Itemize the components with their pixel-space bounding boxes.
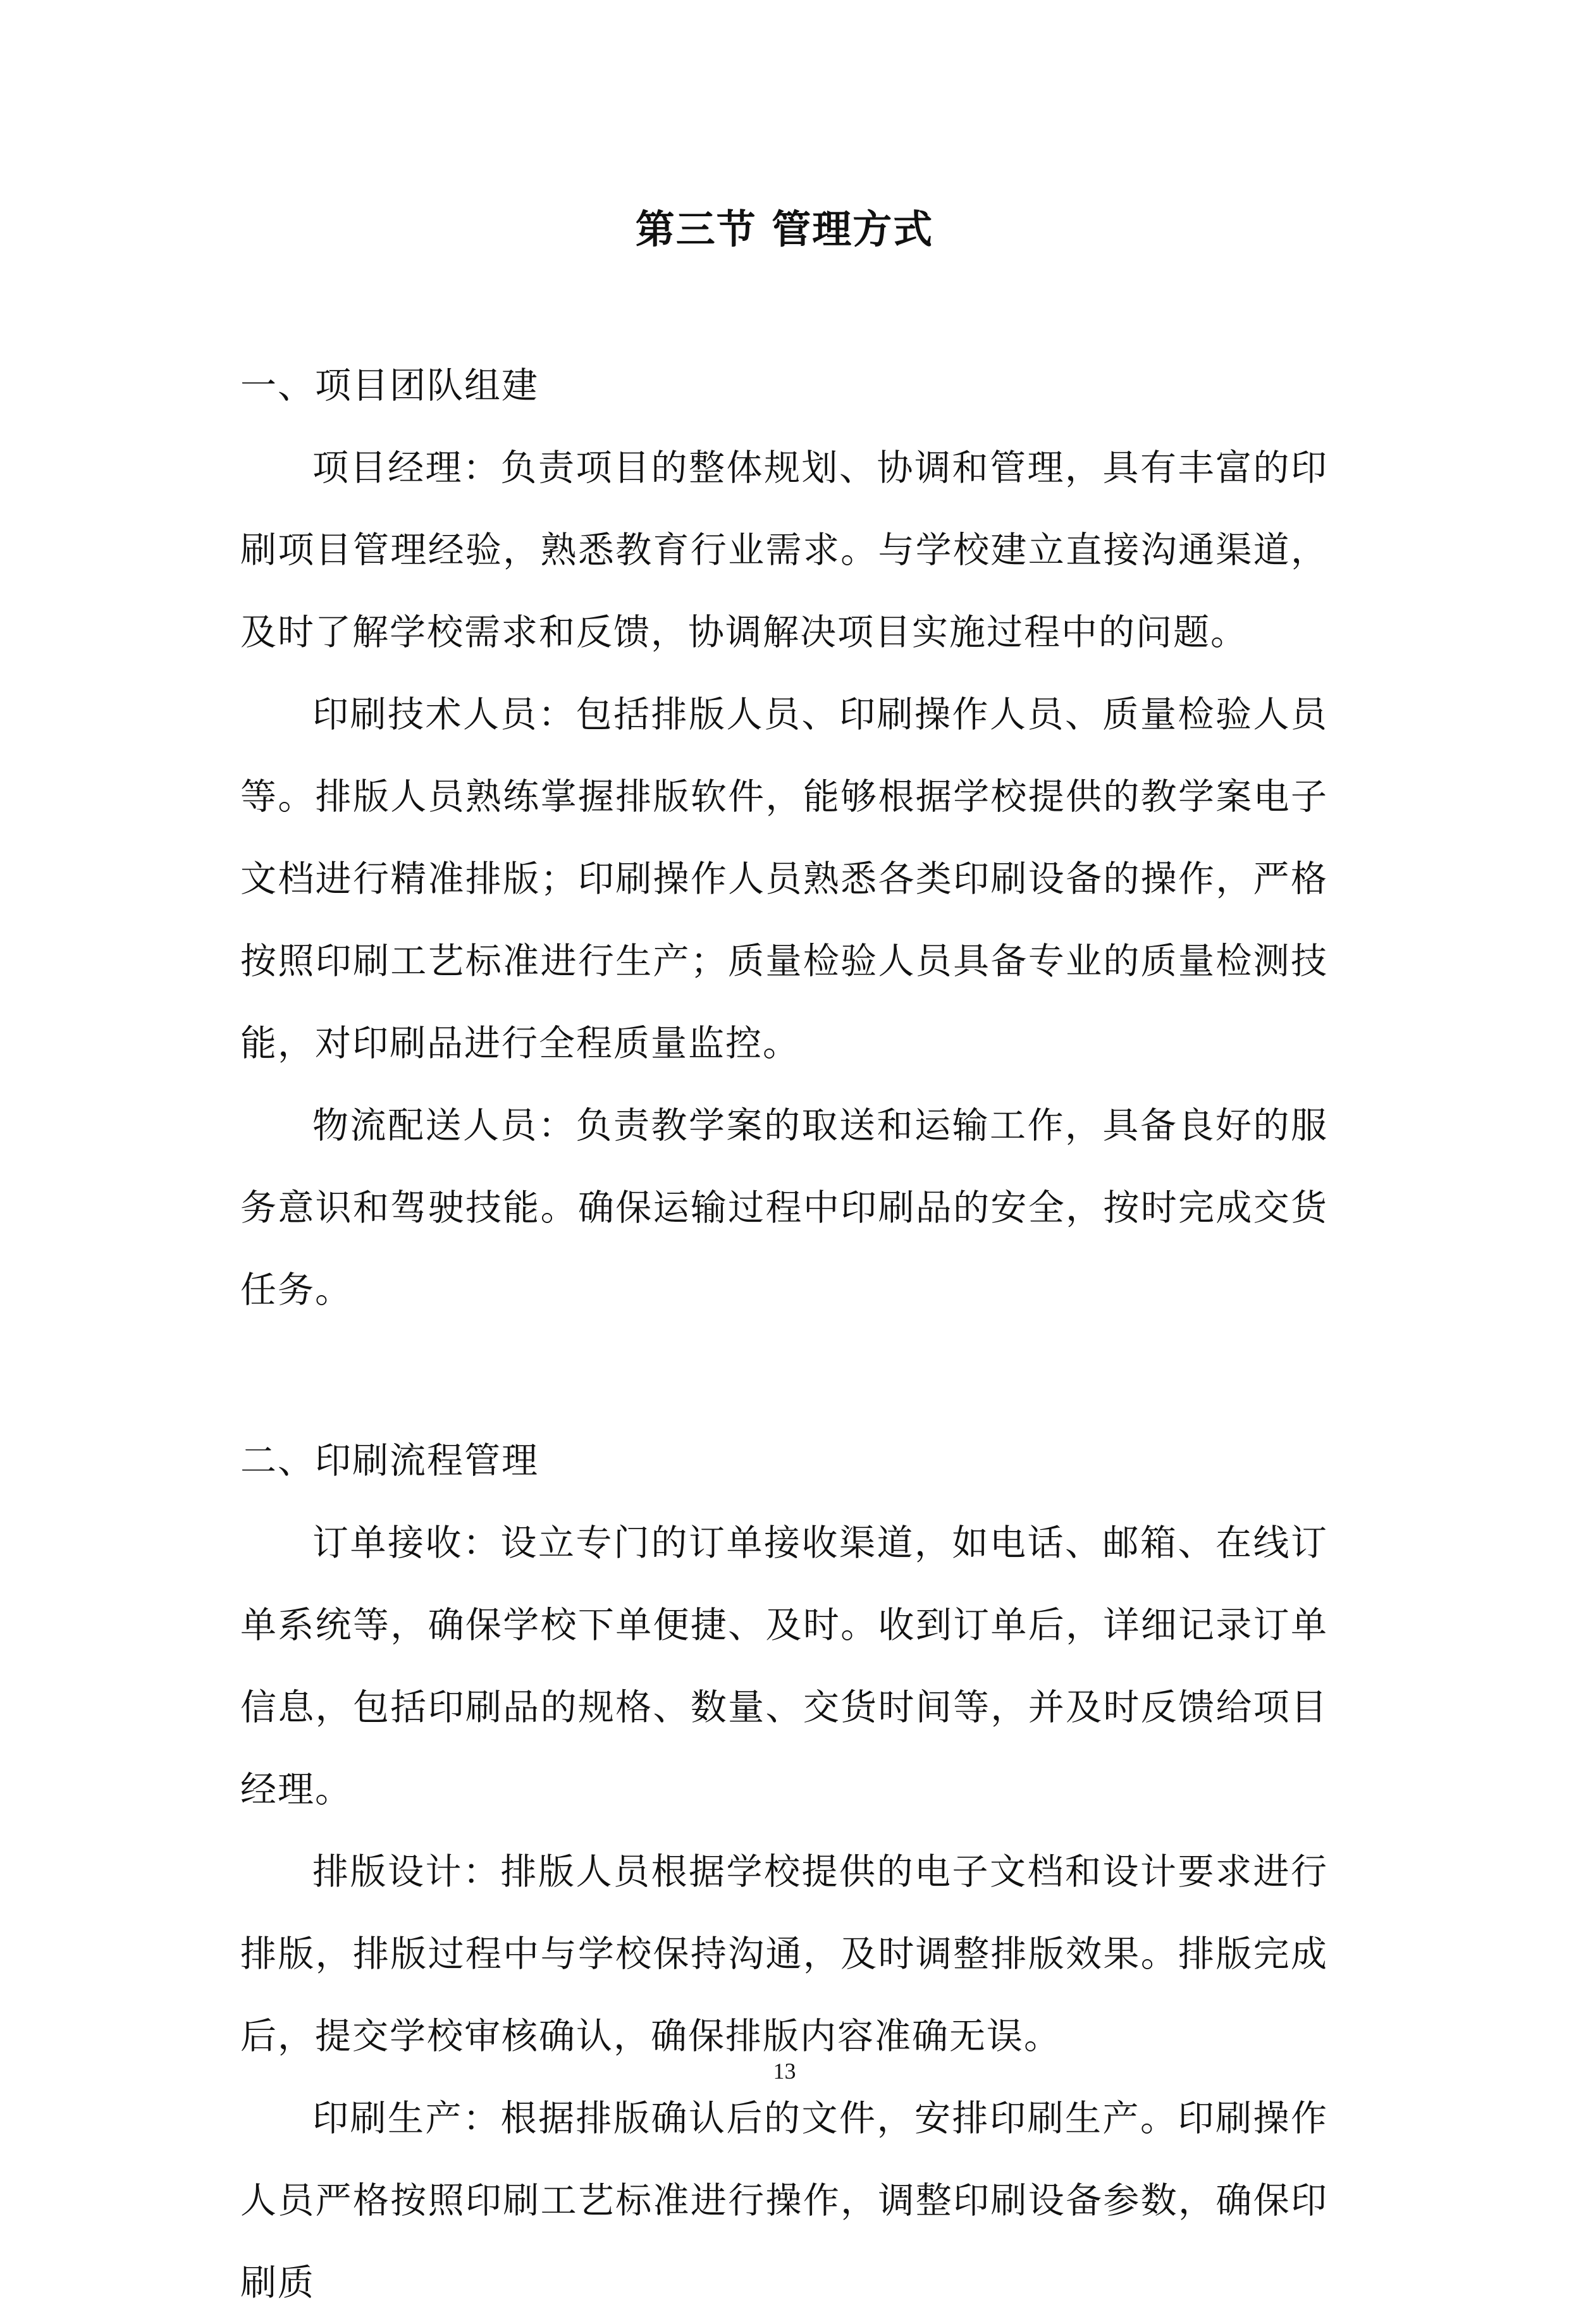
section-process — [240, 1420, 1328, 2324]
paragraph-print-production: 印刷生产：根据排版确认后的文件，安排印刷生产。印刷操作人员严格按照印刷工艺标准进行操作，调整印刷设备参数，确保印刷质 — [240, 2098, 1328, 2304]
section-spacer — [240, 1331, 1328, 1420]
paragraph-layout-design: 排版设计：排版人员根据学校提供的电子文档和设计要求进行排版，排版过程中与学校保持沟通，及时调整排版效果。排版完成后，提交学校审核确认，确保排版内容准确无误。 — [240, 1851, 1328, 2057]
page-number: 13 — [773, 2058, 796, 2084]
section-title: 第三节 管理方式 — [635, 206, 934, 252]
paragraph-order-receipt: 订单接收：设立专门的订单接收渠道，如电话、邮箱、在线订单系统等，确保学校下单便捷、及时。收到订单后，详细记录订单信息，包括印刷品的规格、数量、交货时间等，并及时反馈给项目经理。 — [240, 1522, 1328, 1811]
document-body — [240, 345, 1328, 2324]
paragraph-print-technicians: 印刷技术人员：包括排版人员、印刷操作人员、质量检验人员等。排版人员熟练掌握排版软件，能够根据学校提供的教学案电子文档进行精准排版；印刷操作人员熟悉各类印刷设备的操作，严格按照印刷工艺标准进行生产；质量检验人员具备专业的质量检测技能，对印刷品进行全程质量监控。 — [240, 694, 1328, 1064]
section-heading-process: 二、印刷流程管理 — [240, 1440, 539, 1482]
paragraph-project-manager: 项目经理：负责项目的整体规划、协调和管理，具有丰富的印刷项目管理经验，熟悉教育行业需求。与学校建立直接沟通渠道，及时了解学校需求和反馈，协调解决项目实施过程中的问题。 — [240, 447, 1328, 653]
section-team — [240, 345, 1328, 1331]
paragraph-logistics-staff: 物流配送人员：负责教学案的取送和运输工作，具备良好的服务意识和驾驶技能。确保运输过程中印刷品的安全，按时完成交货任务。 — [240, 1105, 1328, 1311]
section-heading-team: 一、项目团队组建 — [240, 365, 539, 407]
